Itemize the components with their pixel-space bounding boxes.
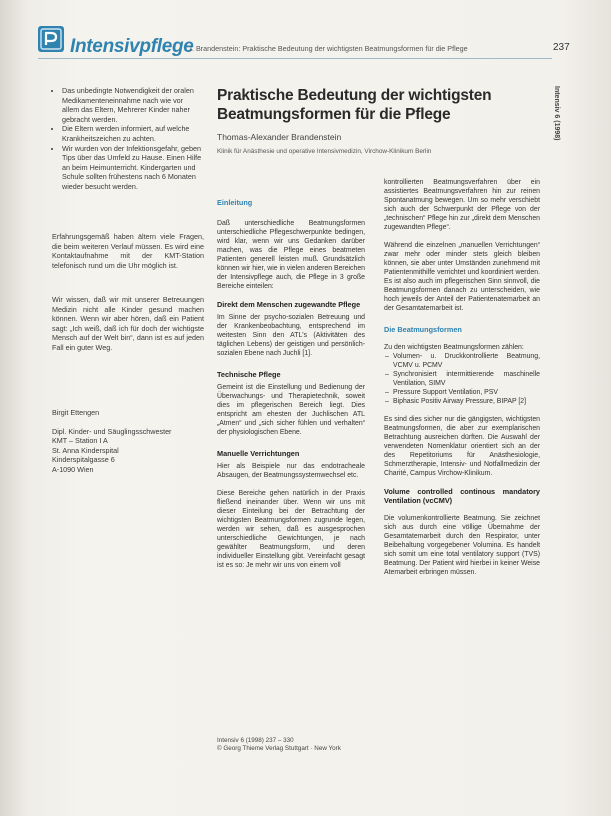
subsection-heading: Manuelle Verrichtungen	[217, 449, 300, 458]
side-tab-label: Intensiv 6 (1998)	[553, 86, 560, 141]
list-item: – Biphasic Positiv Airway Pressure, BIPAP [2]	[393, 397, 540, 406]
subsection-heading: Direkt dem Menschen zugewandte Pflege	[217, 300, 361, 309]
section-heading: Einleitung	[217, 198, 253, 207]
paragraph: Daß unterschiedliche Beatmungsformen unterschiedliche Pflegeschwerpunkte bedingen, wird klar, wenn wir uns Gedanken darüber machen, was die Pflege eines beatmeten Patienten generell leisten muß. Grundsätzlich können wir hier, wie in vielen anderen Bereichen der Intensivpflege auch, die Pflege in 3 große Bereiche einteilen:	[217, 220, 365, 290]
citation: Intensiv 6 (1998) 237 – 330	[217, 737, 294, 744]
side-tab	[548, 86, 562, 156]
header-rule	[38, 58, 552, 59]
left-paragraph: Wir wissen, daß wir mit unserer Betreuungen Medizin nicht alle Kinder gesund machen können. Wenn wir aber hören, daß ein Patient sagt: „Ich weiß, daß ich für doch der wichtigste Mensch auf der Welt bin“, dann ist es auf jeden Fall ein guter Weg.	[52, 295, 204, 352]
left-paragraph: Erfahrungsgemäß haben ältern viele Fragen, die beim weiteren Verlauf müssen. Es wird eine Kontaktaufnahme mit der KMT-Station telefonisch rund um die Uhr möglich ist.	[52, 232, 204, 270]
list-item: – Synchronisiert intermittierende maschinelle Ventilation, SIMV	[393, 370, 540, 388]
address-line: A-1090 Wien	[52, 464, 94, 474]
author-affiliation: Klinik für Anästhesie und operative Intensivmedizin, Virchow-Klinikum Berlin	[217, 148, 432, 155]
intensivpflege-logo-icon	[38, 26, 64, 52]
running-head: I. Brandenstein: Praktische Bedeutung der wichtigsten Beatmungsformen für die Pflege	[190, 44, 468, 53]
paragraph: kontrollierten Beatmungsverfahren über ein assistiertes Beatmungsverfahren hin zur reinen Spontanatmung bewegen. Um so mehr verschiebt sich auch der Schwerpunkt der Pflege von der „technischen“ Pflege hin zur „direkt dem Menschen zugewandten Pflege“.	[384, 179, 540, 231]
list-item: – Pressure Support Ventilation, PSV	[393, 388, 540, 397]
address-line: St. Anna Kinderspital	[52, 445, 119, 455]
paragraph: Während die einzelnen „manuellen Verrichtungen“ zwar mehr oder minder stets gleich bleiben können, sie aber unter Umständen zunehmend mit Patientenmithilfe verrichtet und koordiniert werden. Es ist also auch im pflegerischen Sinn sinnvoll, die Beatmungsformen danach zu unterscheiden, wie hoch jeweils der Anteil der Patientenatemarbeit an der Gesamtatemarbeit ist.	[384, 242, 540, 312]
subsection-heading: Volume controlled continous mandatory Ventilation (vcCMV)	[384, 487, 540, 505]
list-item: • Das unbedingte Notwendigkeit der oralen Medikamenteneinnahme nach wie vor allem das Eltern, Mehrerer Kinder naher gebracht werden.	[62, 86, 202, 124]
list-item: • Die Eltern werden informiert, auf welche Krankheitszeichen zu achten.	[62, 124, 202, 143]
paragraph: Die volumenkontrollierte Beatmung. Sie zeichnet sich aus durch eine völlige Übernahme der Gesamtatemarbeit durch den Respirator, unter Beibehaltung vorgegebener Volumina. Es handelt sich somit um eine total ventilatory support (TVS) Beatmung. Der Patient wird hierbei in keiner Weise Atemarbeit erbringen müssen.	[384, 515, 540, 576]
right-column	[384, 178, 540, 577]
article-title: Praktische Bedeutung der wichtigsten Beatmungsformen für die Pflege	[217, 87, 492, 123]
page-number: 237	[553, 42, 570, 53]
journal-title: Intensivpflege	[70, 36, 194, 57]
beatmungsformen-list	[384, 352, 540, 406]
list-item: – Volumen- u. Druckkontrollierte Beatmung, VCMV u. PCMV	[393, 352, 540, 370]
section-heading: Die Beatmungsformen	[384, 325, 462, 334]
address-line: Birgit Ettengen	[52, 408, 100, 417]
article-author: Thomas-Alexander Brandenstein	[217, 132, 342, 142]
list-item: • Wir wurden von der Infektionsgefahr, geben Tips über das Umfeld zu Hause. Einen Hilfe an beim Heimunterricht. Kindergarten und Schule sollten frühestens nach 6 Monaten wieder besucht werden.	[62, 144, 202, 192]
address-line: KMT – Station I A	[52, 436, 108, 446]
paragraph: Zu den wichtigsten Beatmungsformen zählen:	[384, 344, 524, 351]
paragraph: Im Sinne der psycho-sozialen Betreuung und der Krankenbeobachtung, entsprechend im weitesten Sinn den ATL's (Aktivitäten des täglichen Lebens) der geistigen und persönlich-sozialen Ebene nach Juchli [1].	[217, 314, 365, 357]
article-footer	[217, 737, 341, 754]
left-bullet-list	[52, 86, 202, 192]
address-line: Kinderspitalgasse 6	[52, 455, 115, 465]
middle-column	[217, 198, 365, 570]
copyright: © Georg Thieme Verlag Stuttgart · New York	[217, 745, 341, 753]
author-address	[52, 408, 192, 475]
paragraph: Diese Bereiche gehen natürlich in der Praxis fließend ineinander über. Wenn wir uns mit dieser Einteilung bei der Betrachtung der wichtigsten Beatmungsformen zugrunde legen, werden wir sehen, daß es ausgesprochen unterschiedliche Gewichtungen, je nach gewählter Beatmungsform, und deren individueller Einstellung gibt. Vereinfacht gesagt ist es so: Je mehr wir uns von einem voll	[217, 490, 365, 569]
paragraph: Hier als Beispiele nur das endotracheale Absaugen, der Beatmungssystemwechsel etc.	[217, 463, 365, 479]
paragraph: Gemeint ist die Einstellung und Bedienung der Überwachungs- und Therapietechnik, soweit dies im pflegerischen Bereich liegt. Dies entspricht am ehesten der Juchlischen ATL „Atmen“ und „sich sicher fühlen und verhalten“ der physiologischen Ebene.	[217, 384, 365, 436]
paragraph: Es sind dies sicher nur die gängigsten, wichtigsten Beatmungsformen, die aber zur exemplarischen Betrachtung ausreichen dürften. Die Auswahl der verwendeten Nomenklatur orientiert sich an der des Repetitoriums für Anästhesiologie, Schmerztherapie, Intensiv- und Notfallmedizin der Charité, Campus Virchow-Klinikum.	[384, 416, 540, 477]
subsection-heading: Technische Pflege	[217, 370, 281, 379]
address-line: Dipl. Kinder- und Säuglingsschwester	[52, 426, 172, 436]
